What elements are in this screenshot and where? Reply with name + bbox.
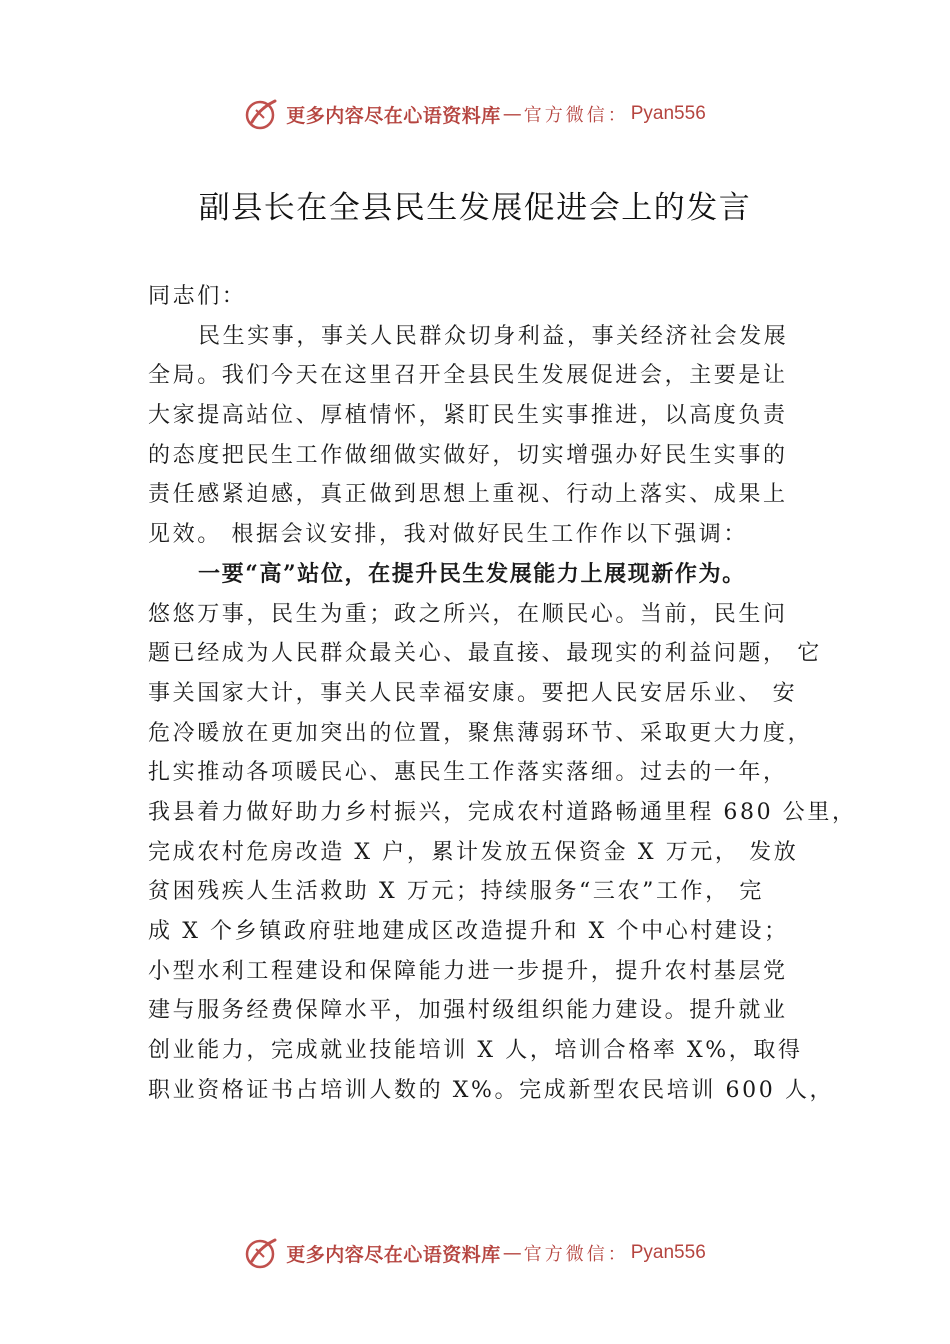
banner-sub-text: 官方微信： bbox=[523, 105, 629, 126]
banner-main-text: 更多内容尽在心语资料库 bbox=[286, 104, 501, 127]
footer-watermark-banner bbox=[0, 1233, 950, 1273]
document-body bbox=[148, 277, 857, 1110]
banner-wechat-id: Pyan556 bbox=[630, 1242, 706, 1263]
paragraph-line: 大家提高站位、厚植情怀，紧盯民生实事推进，以高度负责 bbox=[148, 403, 788, 429]
paragraph-line: 建与服务经费保障水平，加强村级组织能力建设。提升就业 bbox=[148, 998, 788, 1024]
salutation: 同志们： bbox=[148, 284, 247, 309]
paragraph-line: 事关国家大计，事关人民幸福安康。要把人民安居乐业、 安 bbox=[148, 680, 798, 706]
paragraph-line: 成 X 个乡镇政府驻地建成区改造提升和 X 个中心村建设； bbox=[148, 919, 789, 944]
paragraph-line: 民生实事，事关人民群众切身利益，事关经济社会发展 bbox=[198, 323, 789, 349]
document-title: 副县长在全县民生发展促进会上的发言 bbox=[198, 190, 752, 226]
paragraph-line: 危冷暖放在更加突出的位置，聚焦薄弱环节、采取更大力度， bbox=[148, 720, 813, 746]
paragraph-line: 贫困残疾人生活救助 X 万元；持续服务“三农”工作， 完 bbox=[148, 879, 764, 905]
paragraph-line: 完成农村危房改造 X 户，累计发放五保资金 X 万元， 发放 bbox=[148, 839, 799, 865]
banner-separator: — bbox=[502, 1242, 522, 1264]
banner-main-text: 更多内容尽在心语资料库 bbox=[286, 1243, 501, 1266]
paragraph-line: 悠悠万事，民生为重；政之所兴，在顺民心。当前，民生问 bbox=[148, 601, 788, 627]
brush-logo-icon bbox=[244, 96, 280, 132]
header-watermark-banner bbox=[0, 94, 950, 134]
paragraph-line: 题已经成为人民群众最关心、最直接、最现实的利益问题， 它 bbox=[148, 641, 822, 667]
paragraph-line: 职业资格证书占培训人数的 X%。完成新型农民培训 600 人， bbox=[148, 1077, 835, 1103]
paragraph-line: 小型水利工程建设和保障能力进一步提升，提升农村基层党 bbox=[148, 958, 788, 984]
brush-logo-icon bbox=[244, 1235, 280, 1271]
banner-wechat-id: Pyan556 bbox=[630, 103, 706, 124]
paragraph-line: 全局。我们今天在这里召开全县民生发展促进会，主要是让 bbox=[148, 363, 788, 389]
paragraph-line: 我县着力做好助力乡村振兴，完成农村道路畅通里程 680 公里， bbox=[148, 799, 857, 825]
paragraph-line: 责任感紧迫感，真正做到思想上重视、行动上落实、成果上 bbox=[148, 482, 788, 508]
paragraph-line: 的态度把民生工作做细做实做好，切实增强办好民生实事的 bbox=[148, 442, 788, 468]
paragraph-line: 扎实推动各项暖民心、惠民生工作落实落细。过去的一年， bbox=[148, 760, 788, 786]
banner-separator: — bbox=[502, 103, 522, 125]
section-heading: 一要“高”站位，在提升民生发展能力上展现新作为。 bbox=[198, 560, 746, 587]
paragraph-line: 创业能力，完成就业技能培训 X 人，培训合格率 X%，取得 bbox=[148, 1038, 803, 1064]
paragraph-line: 见效。 根据会议安排，我对做好民生工作作以下强调： bbox=[148, 522, 748, 548]
banner-sub-text: 官方微信： bbox=[523, 1244, 629, 1265]
